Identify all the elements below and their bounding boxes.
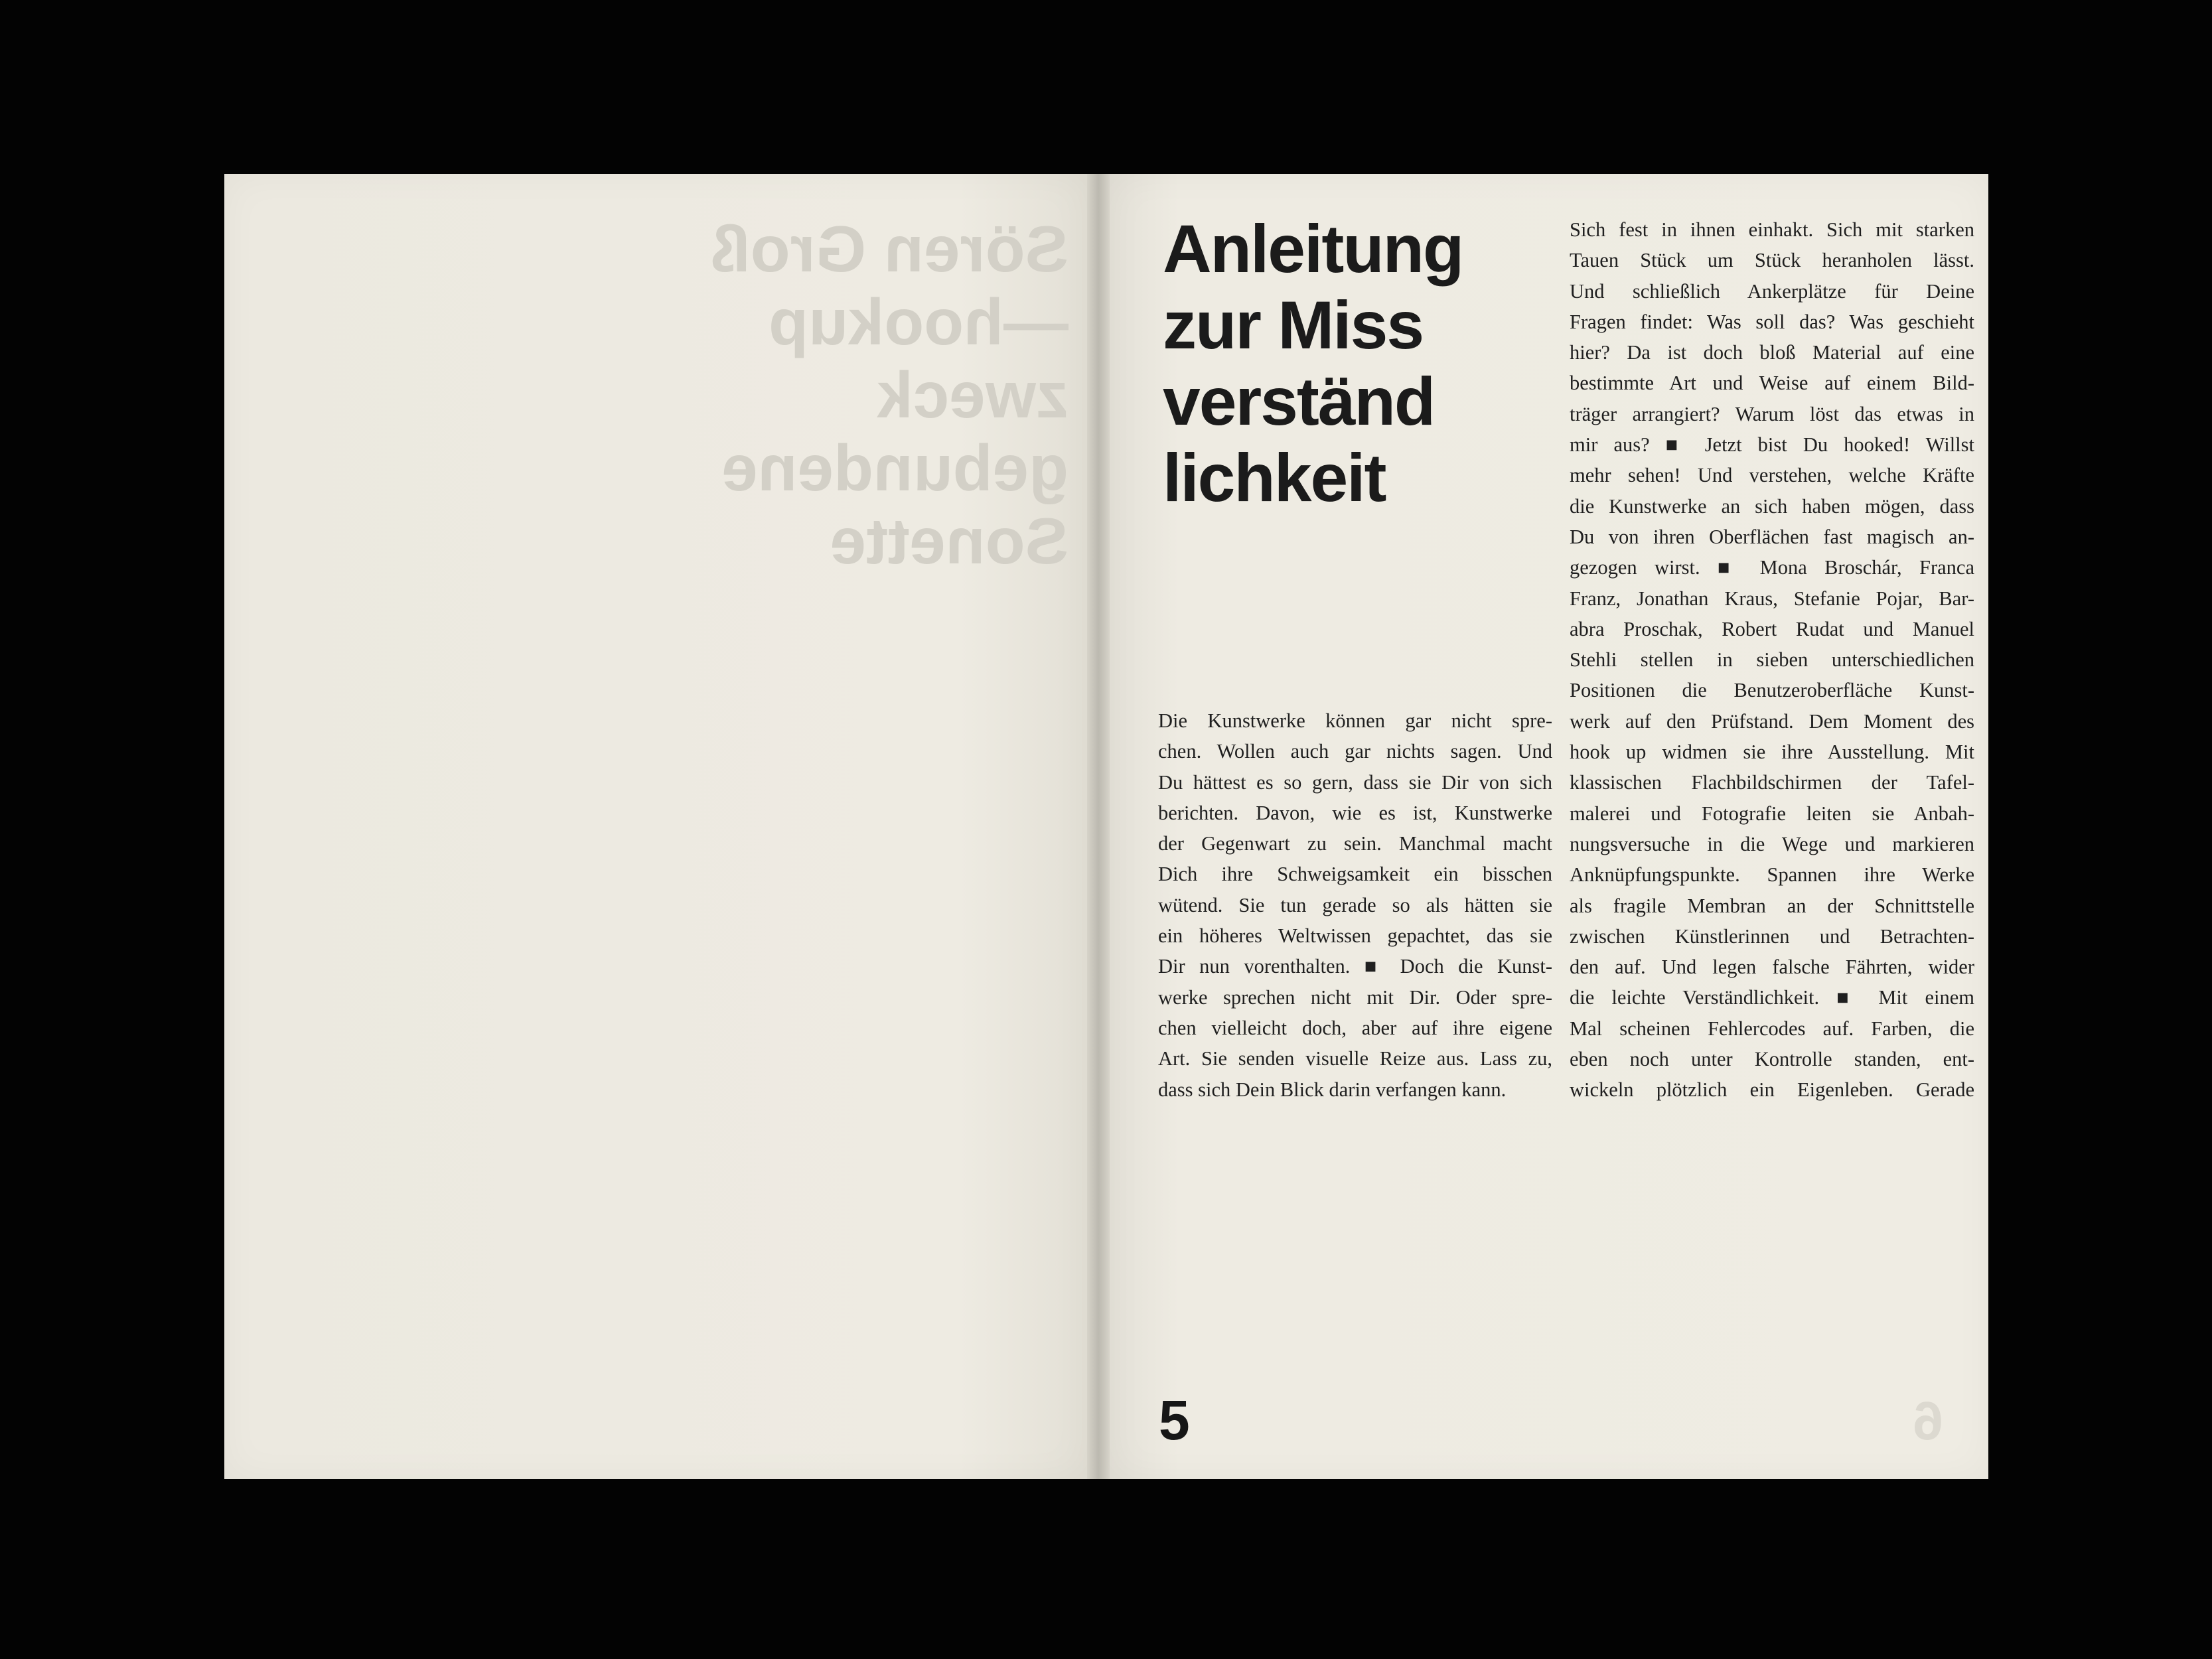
title-line: verständ [1163, 364, 1435, 439]
title-line: Anleitung [1163, 211, 1463, 287]
text-line: dass sich Dein Blick darin verfangen kann. [1158, 1078, 1507, 1101]
text-line: mir aus? ■ Jetzt bist Du hooked! Willst [1570, 433, 1974, 457]
text-line: Positionen die Benutzeroberfläche Kunst- [1570, 679, 1974, 702]
title-line: zur Miss [1163, 287, 1424, 363]
text-line: malerei und Fotografie leiten sie Anbah- [1570, 802, 1974, 825]
text-line: Anknüpfungspunkte. Spannen ihre Werke [1570, 863, 1974, 887]
text-line: Stehli stellen in sieben unterschiedlichen [1570, 648, 1974, 672]
text-line: Die Kunstwerke können gar nicht spre- [1158, 709, 1552, 732]
text-line: Franz, Jonathan Kraus, Stefanie Pojar, Bar- [1570, 587, 1974, 610]
text-line: Art. Sie senden visuelle Reize aus. Lass zu, [1158, 1047, 1552, 1070]
ghost-title-line: Sonette [830, 504, 1069, 577]
text-line: werk auf den Prüfstand. Dem Moment des [1570, 709, 1974, 733]
text-line: gezogen wirst. ■ Mona Broschár, Franca [1570, 556, 1974, 579]
text-line: die leichte Verständlichkeit. ■ Mit einem [1570, 986, 1974, 1009]
text-line: Dir nun vorenthalten. ■ Doch die Kunst- [1158, 955, 1552, 978]
ghost-title-line: Sören Groß [710, 212, 1069, 285]
page-number: 5 [1159, 1389, 1190, 1451]
text-line: die Kunstwerke an sich haben mögen, dass [1570, 494, 1974, 518]
text-line: wütend. Sie tun gerade so als hätten sie [1158, 893, 1552, 916]
text-line: Und schließlich Ankerplätze für Deine [1570, 279, 1974, 303]
text-line: träger arrangiert? Warum löst das etwas in [1570, 402, 1974, 425]
text-line: Sich fest in ihnen einhakt. Sich mit starken [1570, 218, 1974, 241]
body-column-left [1158, 705, 1552, 1105]
text-line: mehr sehen! Und verstehen, welche Kräfte [1570, 464, 1974, 487]
text-line: abra Proschak, Robert Rudat und Manuel [1570, 617, 1974, 640]
text-line: klassischen Flachbildschirmen der Tafel- [1570, 771, 1974, 794]
text-line: hook up widmen sie ihre Ausstellung. Mit [1570, 741, 1974, 764]
text-line: wickeln plötzlich ein Eigenleben. Gerade [1570, 1078, 1974, 1102]
text-line: als fragile Membran an der Schnittstelle [1570, 894, 1974, 917]
text-line: eben noch unter Kontrolle standen, ent- [1570, 1048, 1974, 1071]
text-line: Fragen findet: Was soll das? Was geschieht [1570, 310, 1974, 333]
ghost-title-line: gebundene [721, 431, 1069, 504]
text-line: ein höheres Weltwissen gepachtet, das sie [1158, 924, 1552, 948]
text-line: Tauen Stück um Stück heranholen lässt. [1570, 249, 1974, 272]
ghost-page-number: 6 [1913, 1391, 1943, 1451]
article-title [1163, 211, 1508, 516]
text-line: Du von ihren Oberflächen fast magisch an- [1570, 525, 1974, 548]
text-line: berichten. Davon, wie es ist, Kunstwerke [1158, 801, 1552, 824]
text-line: chen vielleicht doch, aber auf ihre eigene [1158, 1016, 1552, 1039]
text-line: hier? Da ist doch bloß Material auf eine [1570, 341, 1974, 364]
title-line: lichkeit [1163, 440, 1386, 516]
text-line: der Gegenwart zu sein. Manchmal macht [1158, 832, 1552, 855]
text-line: Du hättest es so gern, dass sie Dir von sich [1158, 770, 1552, 794]
text-line: Dich ihre Schweigsamkeit ein bisschen [1158, 863, 1552, 886]
text-line: Mal scheinen Fehlercodes auf. Farben, die [1570, 1017, 1974, 1040]
text-line: den auf. Und legen falsche Fährten, wider [1570, 956, 1974, 979]
text-line: chen. Wollen auch gar nichts sagen. Und [1158, 740, 1552, 763]
book-gutter [1087, 174, 1110, 1479]
text-line: bestimmte Art und Weise auf einem Bild- [1570, 372, 1974, 395]
ghost-title-line: zweck [877, 358, 1069, 431]
text-line: werke sprechen nicht mit Dir. Oder spre- [1158, 985, 1552, 1009]
show-through-title [630, 212, 1069, 577]
body-column-right [1570, 214, 1974, 1106]
ghost-title-line: —hookup [769, 285, 1069, 358]
text-line: nungsversuche in die Wege und markieren [1570, 832, 1974, 855]
text-line: zwischen Künstlerinnen und Betrachten- [1570, 924, 1974, 948]
